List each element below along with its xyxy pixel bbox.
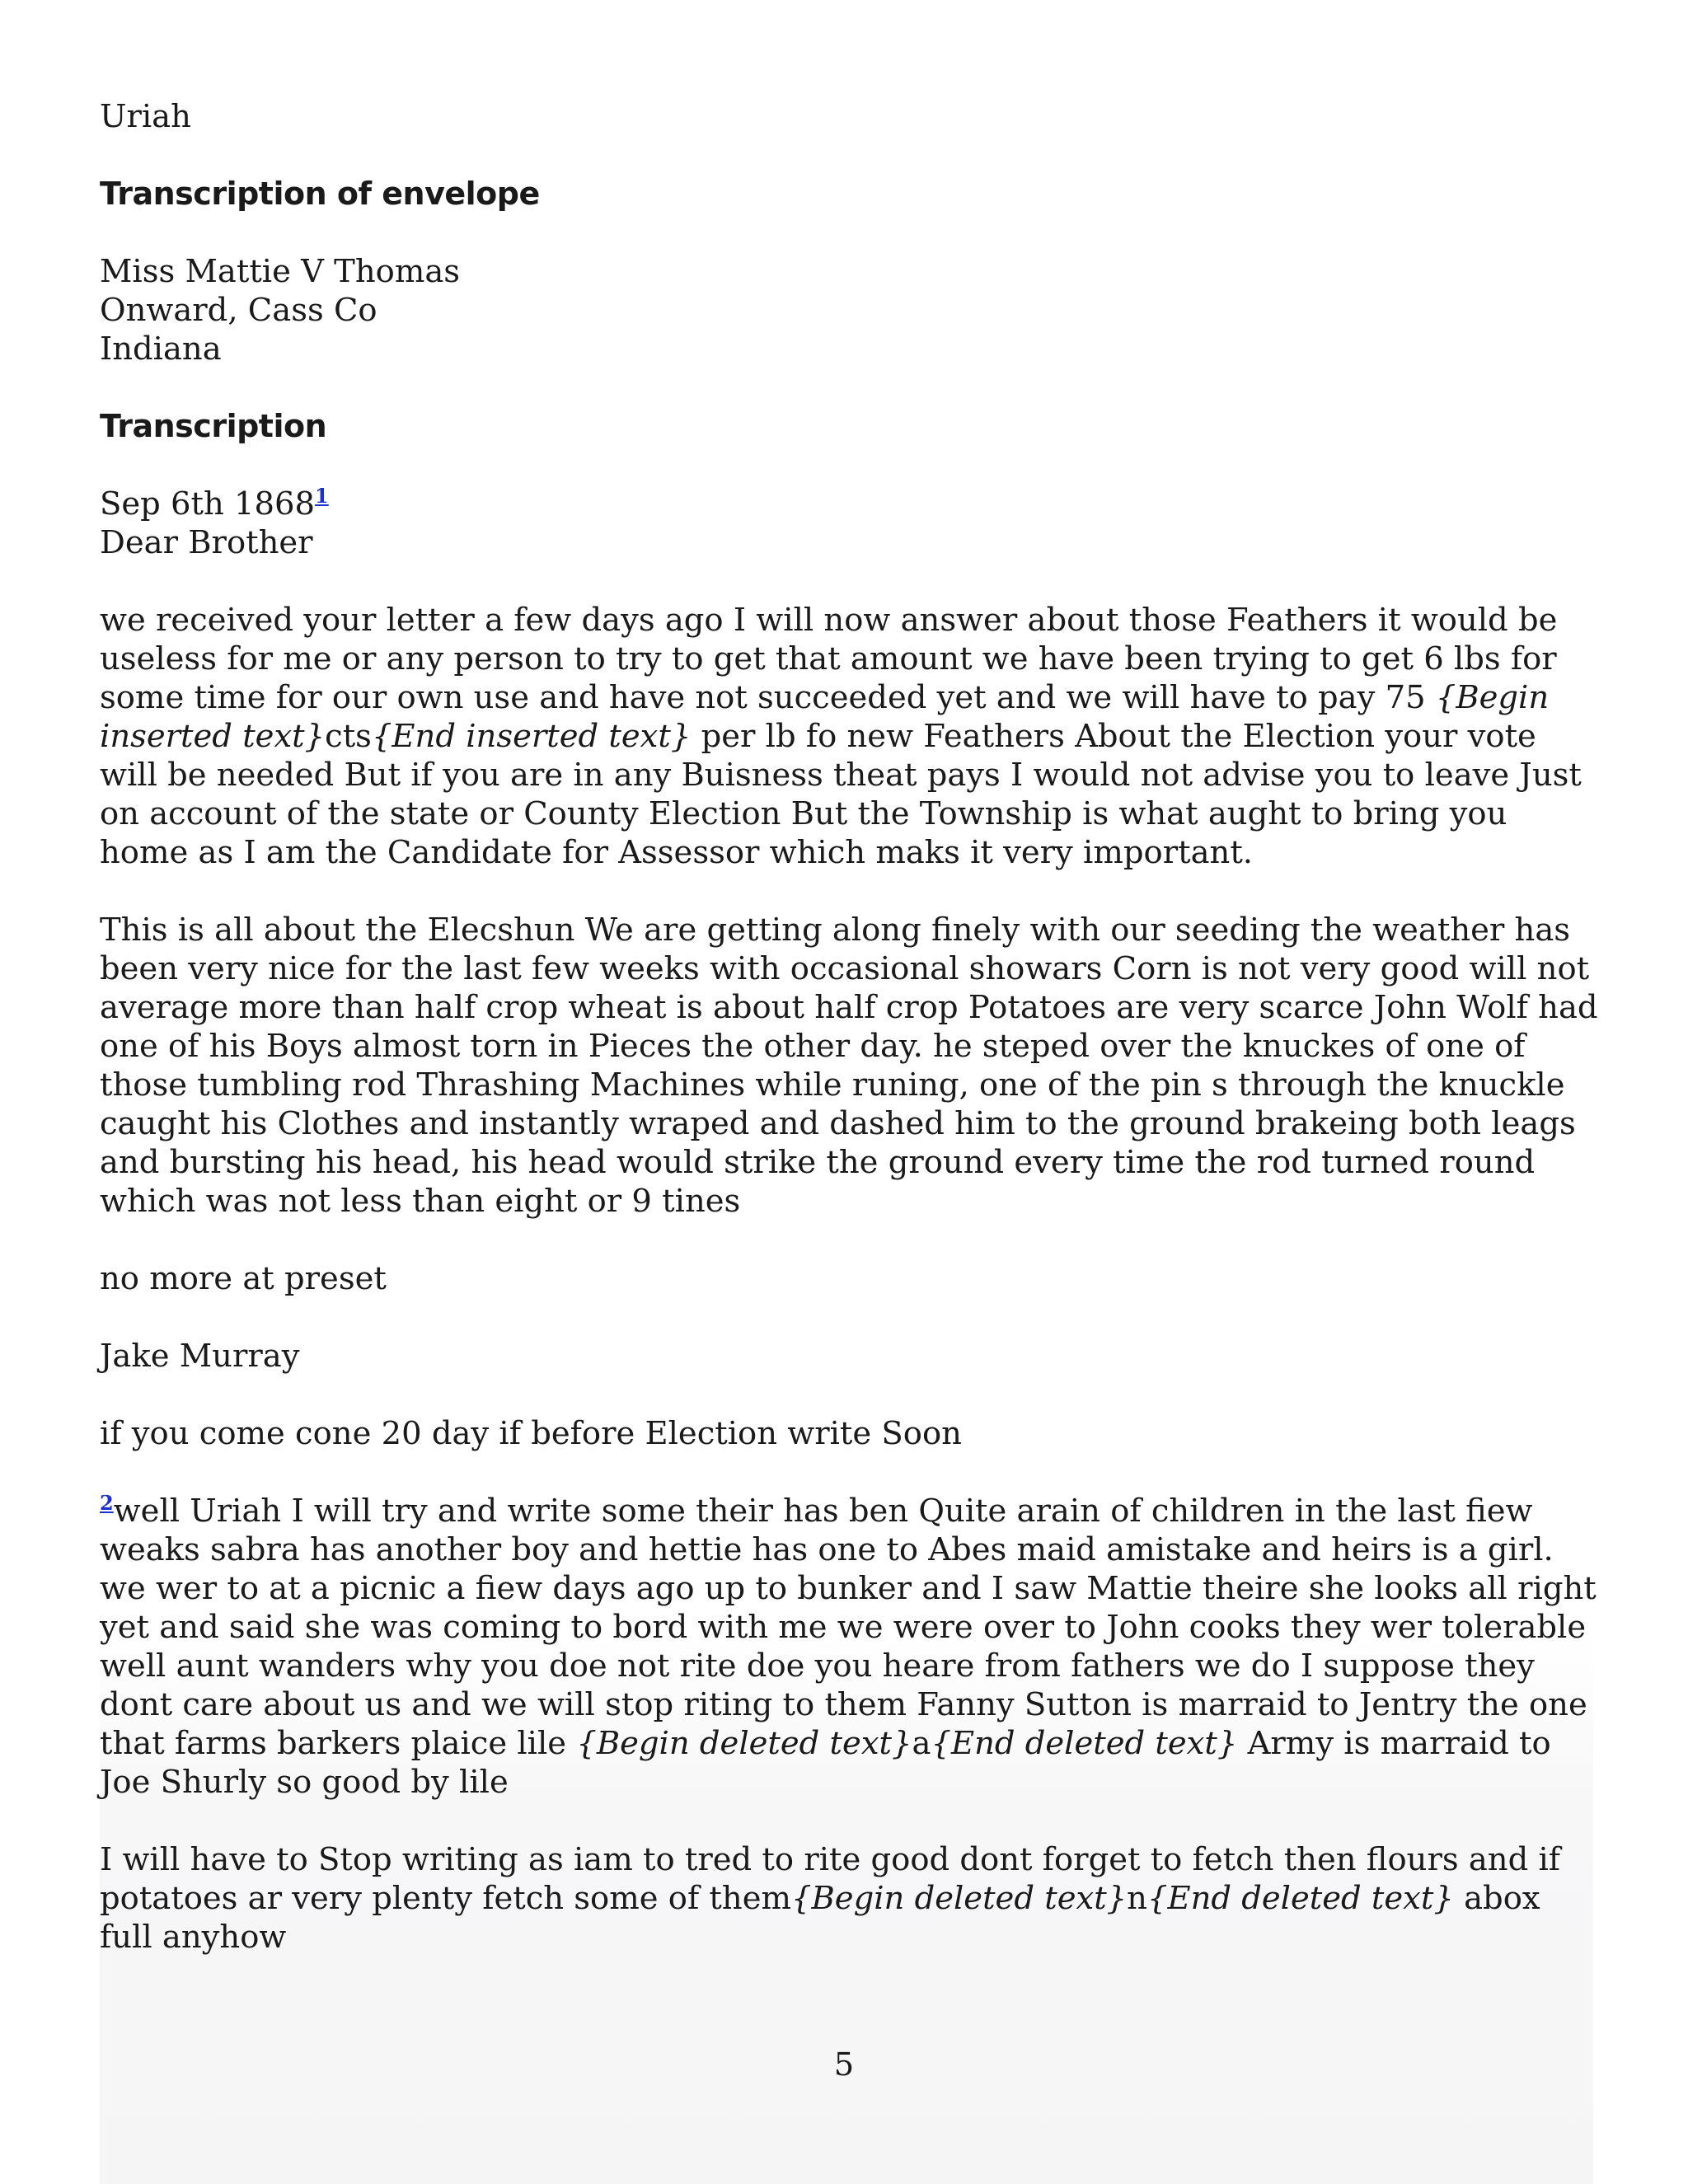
- paragraph-6: [100, 1840, 1600, 1957]
- envelope-heading: Transcription of envelope: [100, 176, 540, 212]
- address-line: Indiana: [100, 330, 222, 368]
- footnote-link-2[interactable]: 2: [100, 1491, 114, 1516]
- paragraph-text: I will have to Stop writing as iam to tred to rite good dont forget to fetch then flours and if potatoes ar very plenty fetch some of them: [100, 1841, 1561, 1917]
- editorial-note: {End inserted text}: [371, 718, 692, 755]
- signature: Jake Murray: [100, 1338, 300, 1375]
- paragraph-text: well Uriah I will try and write some their has ben Quite arain of children in the last fiew weaks sabra has another boy and hettie has one to Abes maid amistake and heirs is a girl. we wer to at a picnic a fiew days ago up to bunker and I saw Mattie theire she looks all right yet and said she was coming to bord with me we were over to John cooks they wer tolerable well aunt wanders why you doe not rite doe you heare from fathers we do I suppose they dont care about us and we will stop riting to them Fanny Sutton is marraid to Jentry the one that farms barkers plaice lile: [100, 1493, 1597, 1762]
- letter-date: Sep 6th 1868: [100, 485, 316, 523]
- letter-opening: [100, 485, 1600, 562]
- paragraph-1: [100, 601, 1600, 872]
- footnote-link-1[interactable]: 1: [315, 484, 329, 509]
- paragraph-text: Army is marraid to Joe Shurly so good by lile: [100, 1725, 1551, 1801]
- editorial-note: {Begin deleted text}: [791, 1880, 1128, 1917]
- address-line: Miss Mattie V Thomas: [100, 253, 461, 290]
- paragraph-text: per lb fo new Feathers About the Election your vote will be needed But if you are in any Buisness theat pays I would not advise you to leave Just on account of the state or County Election But the Township is what aught to bring you home as I am the Candidate for Assessor which maks it very important.: [100, 718, 1582, 871]
- address-line: Onward, Cass Co: [100, 292, 377, 329]
- inserted-text: cts: [325, 718, 372, 755]
- editorial-note: {End deleted text}: [931, 1725, 1238, 1762]
- page-number: 5: [833, 2046, 855, 2083]
- editorial-note: {Begin deleted text}: [576, 1725, 912, 1762]
- salutation: Dear Brother: [100, 524, 313, 561]
- letter-date-line: [100, 485, 1600, 523]
- envelope-address: [100, 252, 1600, 368]
- paragraph-2: This is all about the Elecshun We are getting along finely with our seeding the weather has been very nice for the last few weeks with occasional showars Corn is not very good will not average more than half crop wheat is about half crop Potatoes are very scarce John Wolf had one of his Boys almost torn in Pieces the other day. he steped over the knuckes of one of those tumbling rod Thrashing Machines while runing, one of the pin s through the knuckle caught his Clothes and instantly wraped and dashed him to the ground brakeing both leags and bursting his head, his head would strike the ground every time the rod turned round which was not less than eight or 9 tines: [100, 912, 1598, 1220]
- editorial-note: {End deleted text}: [1146, 1880, 1454, 1917]
- paragraph-5: [100, 1492, 1600, 1802]
- deleted-text: n: [1127, 1880, 1147, 1917]
- deleted-text: a: [912, 1725, 931, 1762]
- postscript: if you come cone 20 day if before Election write Soon: [100, 1415, 962, 1452]
- recipient-name: Uriah: [100, 98, 191, 135]
- transcription-heading: Transcription: [100, 408, 327, 444]
- document-page: [100, 97, 1600, 1957]
- paragraph-text: abox full anyhow: [100, 1880, 1540, 1956]
- paragraph-3: no more at preset: [100, 1260, 387, 1297]
- editorial-note: {Begin inserted text}: [100, 679, 1550, 755]
- paragraph-text: we received your letter a few days ago I will now answer about those Feathers it would be useless for me or any person to try to get that amount we have been trying to get 6 lbs for some time for our own use and have not succeeded yet and we will have to pay 75: [100, 602, 1558, 716]
